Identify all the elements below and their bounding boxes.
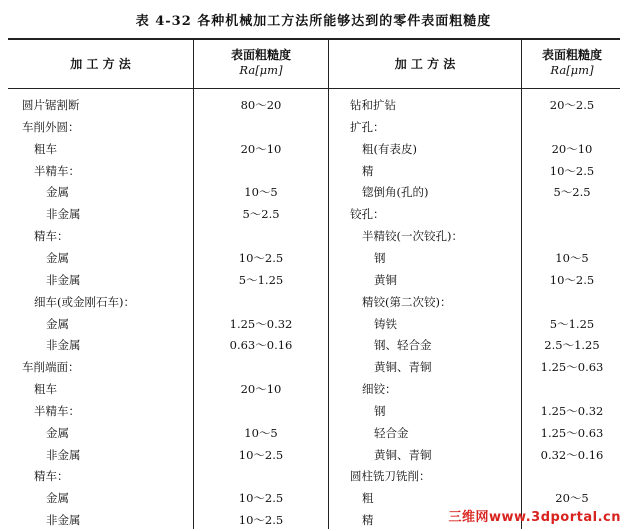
right-value-cell: 0.32～0.16: [540, 447, 604, 462]
right-value-cell: 2.5～1.25: [544, 338, 600, 353]
left-method-cell: 金属: [46, 425, 69, 440]
left-value-cell: 80～20: [240, 98, 282, 112]
left-value-cell: 5～1.25: [238, 272, 284, 287]
right-value-cell: [522, 225, 622, 247]
left-value-cell: [194, 356, 328, 378]
header-roughness-title: 表面粗糙度: [230, 48, 291, 62]
header-method-right: 加 工 方 法: [394, 57, 456, 71]
right-method-cell: 钢: [374, 250, 386, 265]
right-value-cell: 20～5: [555, 491, 589, 506]
left-value-cell: 10～2.5: [238, 447, 284, 462]
left-value-cell: 10～2.5: [238, 250, 284, 265]
right-value-cell: [522, 116, 622, 138]
left-value-cell: 10～2.5: [238, 491, 284, 506]
left-method-cell: 粗车: [34, 382, 57, 397]
right-value-cell: 5～1.25: [549, 316, 595, 331]
right-value-cell: [522, 465, 622, 487]
left-value-cell: [194, 465, 328, 487]
right-method-cell: 黄铜、青铜: [374, 360, 432, 375]
right-value-cell: 1.25～0.32: [540, 403, 604, 418]
left-method-cell: 非金属: [46, 207, 81, 222]
header-roughness-right: [522, 46, 622, 77]
right-method-cell: 精: [362, 513, 374, 528]
left-value-cell: 10～5: [244, 425, 278, 440]
left-value-cell: 5～2.5: [242, 207, 280, 222]
right-method-cell: 粗(有表皮): [362, 141, 417, 156]
right-method-cell: 铸铁: [374, 316, 397, 331]
right-method-cell: 铰孔：: [350, 207, 385, 222]
right-method-cell: 半精铰(一次铰孔)：: [362, 229, 463, 244]
left-method-cell: 精车：: [34, 469, 69, 484]
right-value-cell: 10～5: [555, 250, 589, 265]
left-method-cell: 车削端面：: [22, 360, 80, 375]
right-value-cell: [522, 291, 622, 313]
right-method-cell: 锪倒角(孔的): [362, 185, 429, 200]
left-method-cell: 精车：: [34, 229, 69, 244]
right-value-cell: [522, 378, 622, 400]
right-value-cell: 1.25～0.63: [540, 425, 604, 440]
left-method-cell: 车削外圆：: [22, 119, 80, 134]
right-method-cell: 扩孔：: [350, 119, 385, 134]
table-caption: 表 4-32 各种机械加工方法所能够达到的零件表面粗糙度: [135, 14, 492, 29]
column-divider-middle: [328, 39, 329, 529]
right-value-cell: 10～2.5: [549, 163, 595, 178]
left-value-cell: [194, 291, 328, 313]
right-method-cell: 黄铜、青铜: [374, 447, 432, 462]
right-value-cell: 1.25～0.63: [540, 360, 604, 375]
left-value-cell: [194, 400, 328, 422]
right-method-cell: 粗: [362, 491, 374, 506]
left-value-cell: 20～10: [240, 382, 282, 397]
left-method-cell: 金属: [46, 316, 69, 331]
right-method-cell: 精: [362, 163, 374, 178]
header-roughness-unit: Ra[μm]: [239, 63, 283, 77]
header-roughness-left: [194, 46, 328, 77]
right-value-cell: 20～10: [551, 141, 593, 156]
right-value-cell: 20～2.5: [549, 98, 595, 112]
left-method-cell: 金属: [46, 491, 69, 506]
right-value-cell: [522, 203, 622, 225]
left-method-cell: 半精车：: [34, 403, 80, 418]
watermark-logo: 三维网www.3dportal.cn: [448, 510, 621, 525]
left-value-cell: 1.25～0.32: [229, 316, 293, 331]
left-value-cell: 0.63～0.16: [229, 338, 293, 353]
header-method-left: 加 工 方 法: [70, 57, 131, 71]
left-method-cell: 非金属: [46, 513, 81, 528]
right-method-cell: 精铰(第二次铰)：: [362, 294, 452, 309]
right-method-cell: 轻合金: [374, 425, 409, 440]
left-method-cell: 金属: [46, 185, 69, 200]
top-rule: [8, 38, 620, 40]
right-method-cell: 钻和扩钻: [350, 98, 396, 112]
left-method-cell: 非金属: [46, 338, 81, 353]
left-value-cell: [194, 116, 328, 138]
header-roughness-title: 表面粗糙度: [541, 48, 602, 62]
left-method-cell: 粗车: [34, 141, 57, 156]
left-method-cell: 金属: [46, 250, 69, 265]
right-value-cell: 10～2.5: [549, 272, 595, 287]
right-method-cell: 圆柱铣刀铣削：: [350, 469, 431, 484]
left-method-cell: 非金属: [46, 447, 81, 462]
header-roughness-unit: Ra[μm]: [550, 63, 594, 77]
header-rule: [8, 88, 620, 89]
left-method-cell: 半精车：: [34, 163, 80, 178]
left-value-cell: 20～10: [240, 141, 282, 156]
right-method-cell: 钢: [374, 403, 386, 418]
right-method-cell: 细铰：: [362, 382, 397, 397]
left-value-cell: [194, 225, 328, 247]
right-value-cell: 5～2.5: [553, 185, 591, 200]
left-value-cell: 10～2.5: [238, 513, 284, 528]
right-method-cell: 黄铜: [374, 272, 397, 287]
left-method-cell: 非金属: [46, 272, 81, 287]
left-method-cell: 细车(或金刚石车)：: [34, 294, 135, 309]
left-value-cell: [194, 160, 328, 182]
left-value-cell: 10～5: [244, 185, 278, 200]
right-method-cell: 钢、轻合金: [374, 338, 432, 353]
left-method-cell: 圆片锯割断: [22, 98, 80, 112]
